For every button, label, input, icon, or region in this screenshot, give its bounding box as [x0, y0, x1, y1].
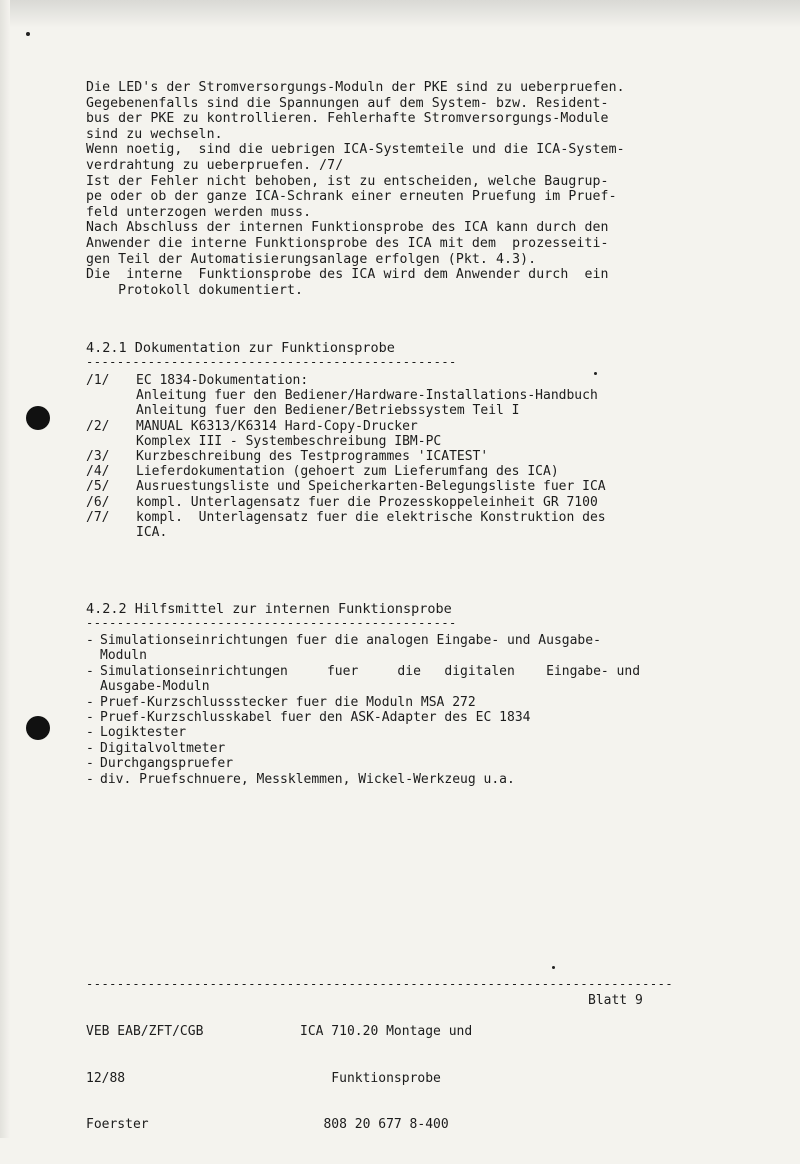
reference-number: /2/ — [86, 418, 110, 434]
section-underline: ------------------------------------------------ — [86, 355, 457, 369]
intro-line: sind zu wechseln. — [86, 126, 223, 142]
list-text: Digitalvoltmeter — [100, 740, 226, 756]
reference-number — [86, 403, 136, 418]
list-bullet: - — [86, 740, 94, 756]
reference-item — [86, 449, 606, 464]
section-heading-hilfsmittel: 4.2.2 Hilfsmittel zur internen Funktionsprobe — [86, 601, 452, 617]
list-item — [86, 710, 640, 725]
intro-line: Gegebenenfalls sind die Spannungen auf dem System- bzw. Resident- — [86, 95, 609, 111]
list-item — [86, 648, 640, 663]
reference-item — [86, 373, 606, 388]
footer-title-line2: Funktionsprobe — [331, 1070, 441, 1086]
footer-date: 12/88 — [86, 1070, 126, 1086]
punch-hole-upper — [26, 406, 50, 430]
list-bullet: - — [86, 663, 94, 679]
reference-text: Ausruestungsliste und Speicherkarten-Belegungsliste fuer ICA — [136, 479, 606, 495]
reference-number: /3/ — [86, 449, 110, 465]
reference-item — [86, 434, 606, 449]
speck — [26, 32, 30, 36]
list-bullet: - — [86, 725, 94, 741]
intro-paragraph — [86, 80, 625, 298]
reference-text: Kurzbeschreibung des Testprogrammes 'ICATEST' — [136, 449, 489, 465]
reference-number: /1/ — [86, 373, 110, 388]
reference-text: Komplex III - Systembeschreibung IBM-PC — [136, 433, 442, 449]
reference-item — [86, 403, 606, 418]
reference-text: Anleitung fuer den Bediener/Betriebssystem Teil I — [136, 403, 520, 419]
reference-text: kompl. Unterlagensatz fuer die Prozesskoppeleinheit GR 7100 — [136, 494, 598, 510]
list-text: Durchgangspruefer — [100, 756, 234, 772]
list-text: Moduln — [100, 648, 147, 664]
list-item — [86, 695, 640, 710]
intro-line: verdrahtung zu ueberpruefen. /7/ — [86, 157, 344, 173]
list-bullet: - — [86, 633, 94, 648]
reference-item — [86, 510, 606, 525]
list-text: Logiktester — [100, 725, 187, 741]
reference-text: Anleitung fuer den Bediener/Hardware-Installations-Handbuch — [136, 388, 598, 404]
intro-line: gen Teil der Automatisierungsanlage erfolgen (Pkt. 4.3). — [86, 251, 537, 267]
list-bullet — [86, 648, 100, 663]
list-item — [86, 679, 640, 694]
reference-number: /7/ — [86, 509, 110, 525]
scan-shadow-left — [0, 0, 10, 1138]
list-bullet: - — [86, 694, 94, 710]
tool-list — [86, 633, 640, 787]
intro-line: Ist der Fehler nicht behoben, ist zu entscheiden, welche Baugrup- — [86, 173, 609, 189]
reference-text: kompl. Unterlagensatz fuer die elektrische Konstruktion des — [136, 509, 606, 525]
section-underline: ------------------------------------------------ — [86, 616, 457, 630]
reference-text: EC 1834-Dokumentation: — [136, 373, 309, 388]
list-item — [86, 741, 640, 756]
punch-hole-lower — [26, 716, 50, 740]
footer-org: VEB EAB/ZFT/CGB — [86, 1024, 204, 1039]
reference-number — [86, 388, 136, 403]
intro-line: bus der PKE zu kontrollieren. Fehlerhafte Stromversorgungs-Module — [86, 111, 609, 127]
reference-text: MANUAL K6313/K6314 Hard-Copy-Drucker — [136, 418, 418, 434]
reference-item — [86, 479, 606, 494]
reference-item — [86, 495, 606, 510]
footer-title-line1: ICA 710.20 Montage und — [300, 1024, 473, 1039]
list-bullet: - — [86, 771, 94, 787]
speck — [552, 966, 555, 969]
footer-author: Foerster — [86, 1117, 149, 1132]
intro-line: feld unterzogen werden muss. — [86, 204, 312, 220]
list-text: Ausgabe-Moduln — [100, 679, 210, 695]
list-bullet: - — [86, 756, 94, 772]
list-item — [86, 756, 640, 771]
list-text: Pruef-Kurzschlussstecker fuer die Moduln MSA 272 — [100, 694, 476, 710]
intro-line: pe oder ob der ganze ICA-Schrank einer erneuten Pruefung im Pruef- — [86, 189, 617, 205]
footer-sheet: Blatt 9 — [588, 993, 643, 1008]
list-text: Simulationseinrichtungen fuer die analogen Eingabe- und Ausgabe- — [100, 633, 601, 648]
reference-item — [86, 388, 606, 403]
reference-number — [86, 525, 136, 540]
reference-item — [86, 464, 606, 479]
footer-rule: ---------------------------------------------------------------------------- — [86, 977, 674, 991]
section-heading-dokumentation: 4.2.1 Dokumentation zur Funktionsprobe — [86, 340, 395, 356]
list-text: Simulationseinrichtungen fuer die digitalen Eingabe- und — [100, 663, 641, 679]
intro-line: Protokoll dokumentiert. — [86, 282, 304, 298]
reference-list — [86, 373, 606, 540]
list-text: Pruef-Kurzschlusskabel fuer den ASK-Adapter des EC 1834 — [100, 710, 531, 726]
list-bullet — [86, 679, 100, 694]
reference-number: /4/ — [86, 464, 110, 480]
reference-number: /5/ — [86, 479, 110, 495]
reference-item — [86, 525, 606, 540]
footer-doc-number: 808 20 677 8-400 — [323, 1117, 449, 1132]
reference-number — [86, 434, 136, 449]
intro-line: Nach Abschluss der internen Funktionsprobe des ICA kann durch den — [86, 220, 609, 236]
list-bullet: - — [86, 710, 94, 726]
scan-shadow-top — [0, 0, 800, 28]
reference-number: /6/ — [86, 494, 110, 510]
list-text: div. Pruefschnuere, Messklemmen, Wickel-Werkzeug u.a. — [100, 771, 515, 787]
intro-line: Die LED's der Stromversorgungs-Moduln der PKE sind zu ueberpruefen. — [86, 80, 625, 95]
list-item — [86, 725, 640, 740]
intro-line: Die interne Funktionsprobe des ICA wird dem Anwender durch ein — [86, 267, 609, 283]
reference-text: ICA. — [136, 525, 168, 541]
list-item — [86, 664, 640, 679]
list-item — [86, 772, 640, 787]
intro-line: Wenn noetig, sind die uebrigen ICA-Systemteile und die ICA-System- — [86, 142, 625, 158]
intro-line: Anwender die interne Funktionsprobe des ICA mit dem prozesseiti- — [86, 235, 609, 251]
reference-text: Lieferdokumentation (gehoert zum Lieferumfang des ICA) — [136, 464, 559, 480]
list-item — [86, 633, 640, 648]
reference-item — [86, 419, 606, 434]
